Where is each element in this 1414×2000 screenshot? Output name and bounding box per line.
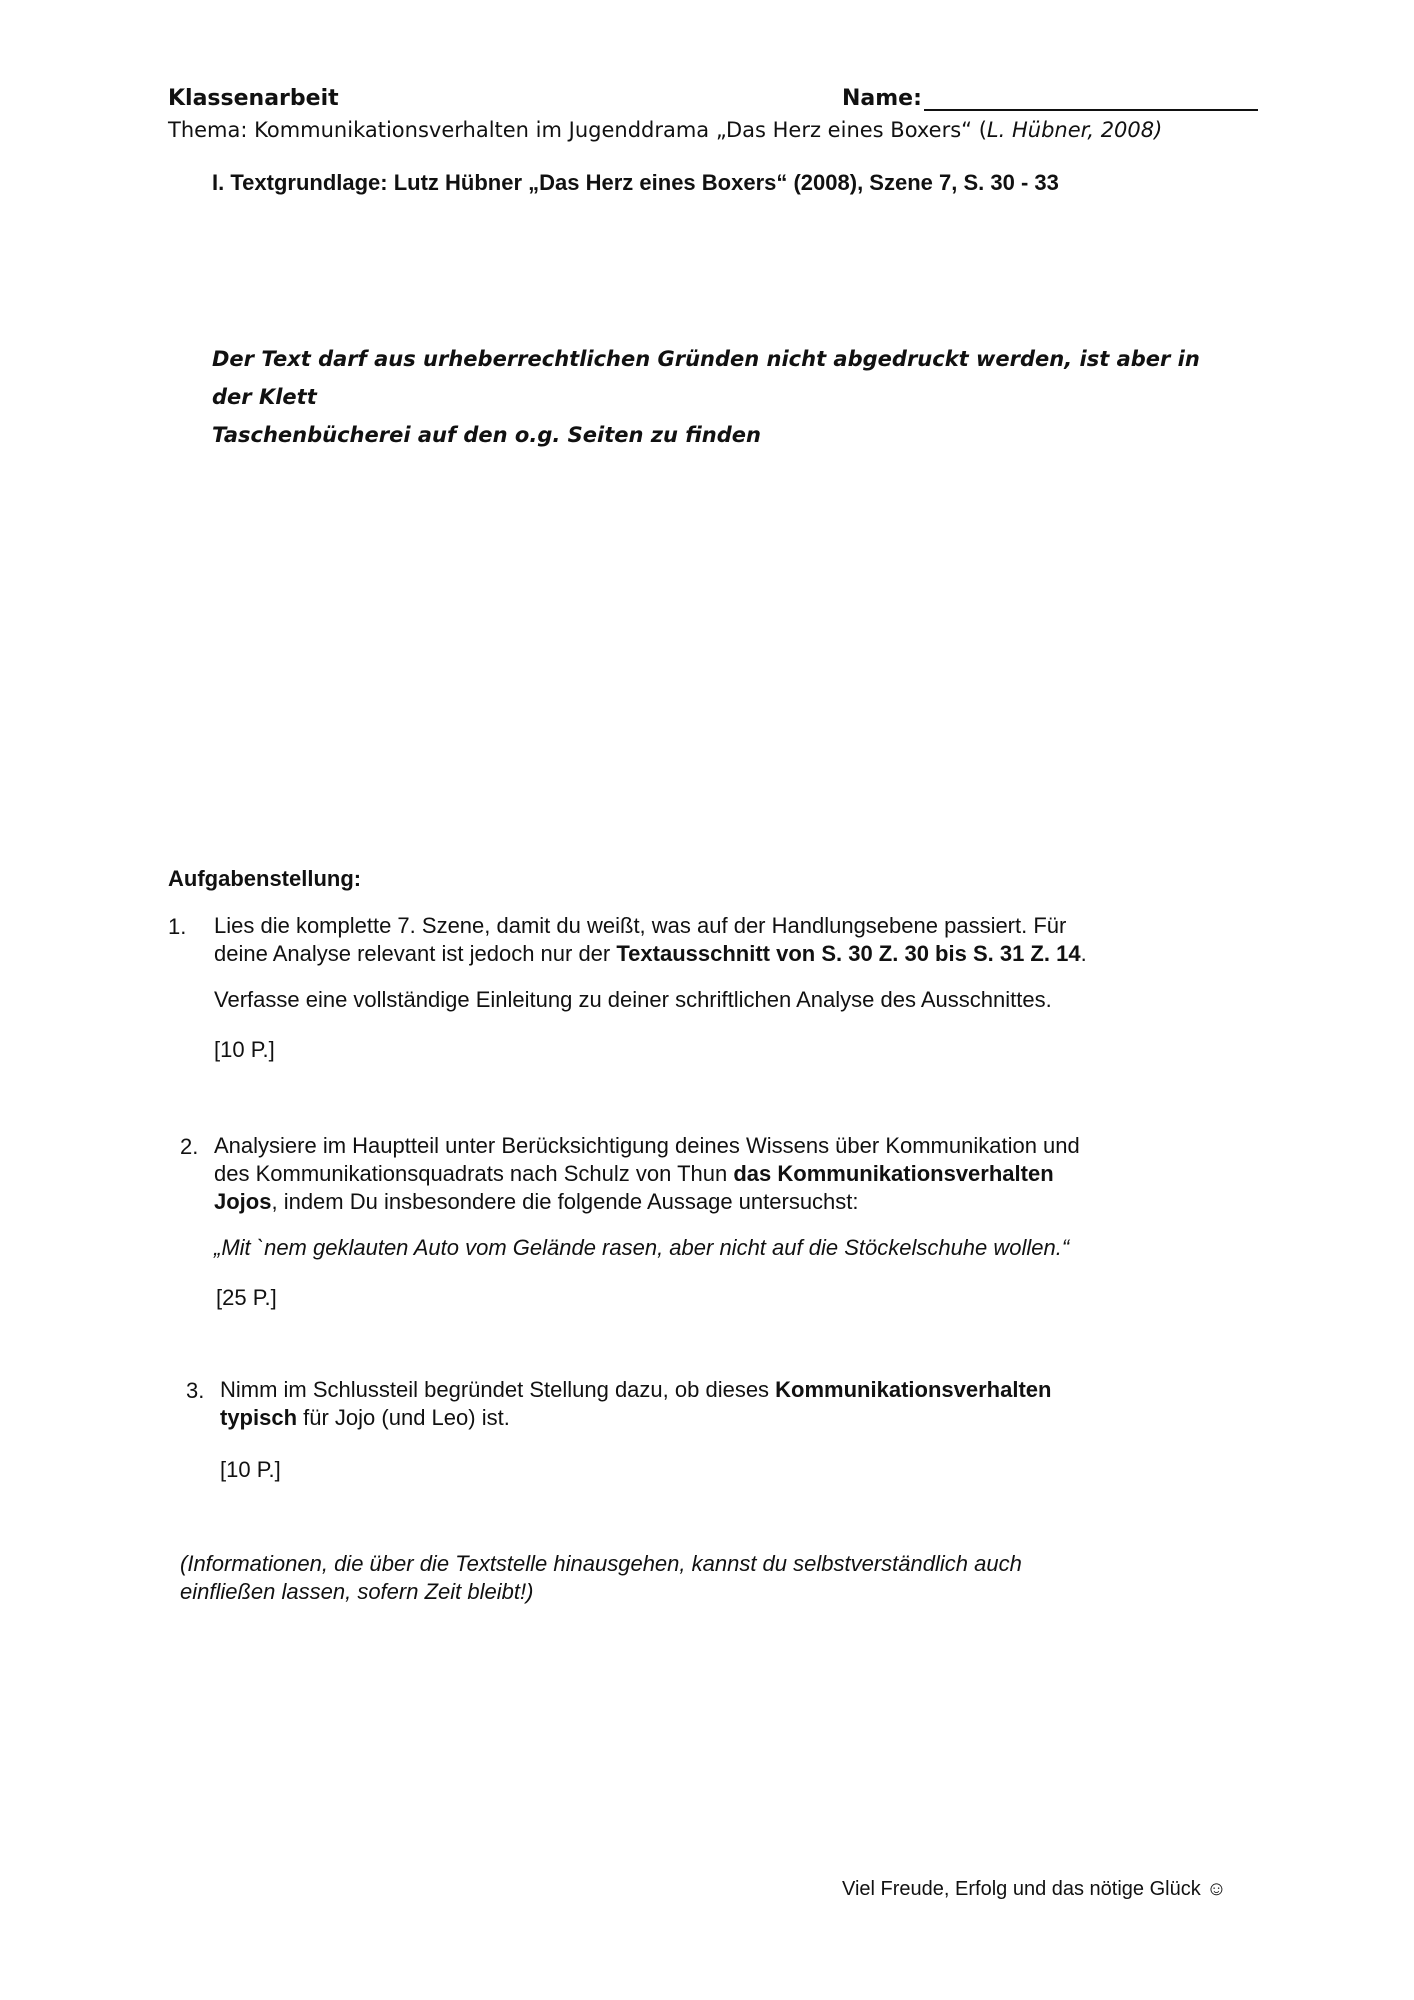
copyright-note (212, 340, 1232, 454)
name-field[interactable] (842, 86, 1258, 111)
name-underline (924, 87, 1258, 111)
task-3-number: 3. (186, 1378, 205, 1403)
task-2-line-1: Analysiere im Hauptteil unter Berücksichtigung deines Wissens über Kommunikation und (214, 1133, 1080, 1158)
section-title: I. Textgrundlage: Lutz Hübner „Das Herz eines Boxers“ (2008), Szene 7, S. 30 - 33 (212, 170, 1059, 195)
task-1-number: 1. (168, 914, 187, 939)
note-line-1: (Informationen, die über die Textstelle hinausgehen, kannst du selbstverständlich auch (180, 1551, 1022, 1576)
task-1-line-3: Verfasse eine vollständige Einleitung zu deiner schriftlichen Analyse des Ausschnittes. (214, 987, 1052, 1012)
task-3-typical: typisch (220, 1405, 298, 1430)
task-2-line-2-text: des Kommunikationsquadrats nach Schulz von Thun (214, 1161, 734, 1186)
task-1-line-1: Lies die komplette 7. Szene, damit du weißt, was auf der Handlungsebene passiert. Für (214, 913, 1067, 938)
task-1-line-2-text: deine Analyse relevant ist jedoch nur der (214, 941, 617, 966)
task-3-line-2-text: für Jojo (und Leo) ist. (297, 1405, 510, 1430)
note (180, 1550, 1022, 1606)
task-1-line-2-end: . (1080, 941, 1087, 966)
footer-wish: Viel Freude, Erfolg und das nötige Glück ☺ (842, 1878, 1227, 1900)
task-2-quote: „Mit `nem geklauten Auto vom Gelände rasen, aber nicht auf die Stöckelschuhe wollen.“ (214, 1235, 1070, 1260)
task-2-number: 2. (180, 1134, 199, 1159)
task-2-line-2 (214, 1160, 1080, 1188)
note-line-2: einfließen lassen, sofern Zeit bleibt!) (180, 1579, 534, 1604)
task-3-points: [10 P.] (220, 1457, 281, 1482)
task-3-body (220, 1376, 1051, 1432)
task-2-line-3-text: , indem Du insbesondere die folgende Aussage untersuchst: (271, 1189, 859, 1214)
theme-text: Thema: Kommunikationsverhalten im Jugenddrama „Das Herz eines Boxers“ ( (168, 118, 987, 142)
task-2-body (214, 1132, 1080, 1216)
copyright-line-1: Der Text darf aus urheberrechtlichen Gründen nicht abgedruckt werden, ist aber in der Klett (212, 347, 1200, 409)
task-2-points: [25 P.] (216, 1285, 277, 1310)
task-3-line-1 (220, 1376, 1051, 1404)
task-3-line-2 (220, 1404, 1051, 1432)
task-1-body (214, 912, 1087, 968)
task-1-points: [10 P.] (214, 1037, 275, 1062)
theme-line (168, 118, 1162, 142)
copyright-line-2: Taschenbücherei auf den o.g. Seiten zu finden (212, 423, 761, 447)
task-2-focus: das Kommunikationsverhalten (733, 1161, 1054, 1186)
name-label: Name: (842, 86, 922, 111)
task-1-excerpt: Textausschnitt von S. 30 Z. 30 bis S. 31 Z. 14 (616, 941, 1081, 966)
theme-author: L. Hübner, 2008) (986, 118, 1163, 142)
task-3-focus: Kommunikationsverhalten (775, 1377, 1052, 1402)
task-1-line-2 (214, 940, 1087, 968)
task-2-line-3 (214, 1188, 1080, 1216)
tasks-heading: Aufgabenstellung: (168, 866, 362, 891)
task-3-line-1-text: Nimm im Schlussteil begründet Stellung dazu, ob dieses (220, 1377, 776, 1402)
task-2-character: Jojos (214, 1189, 272, 1214)
header-title: Klassenarbeit (168, 86, 339, 111)
